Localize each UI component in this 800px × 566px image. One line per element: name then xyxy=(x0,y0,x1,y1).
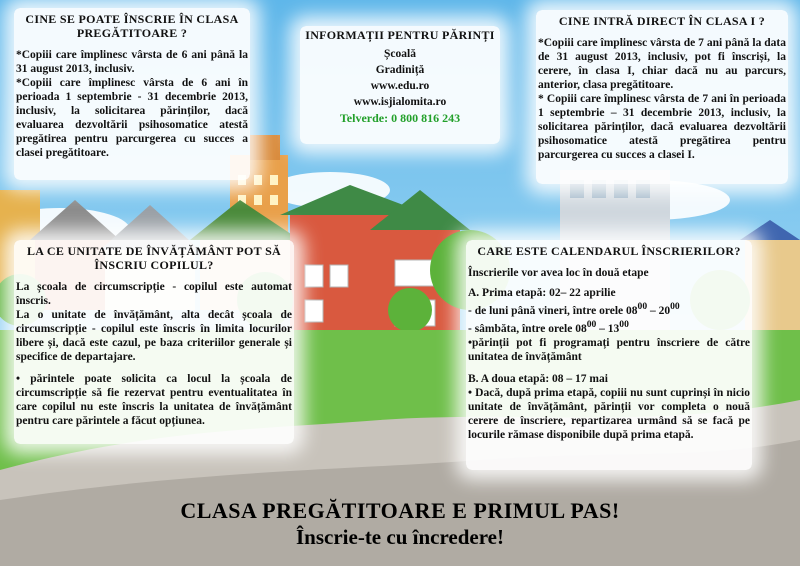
paragraph: Înscrierile vor avea loc în două etape xyxy=(468,267,649,279)
paragraph: • Dacă, după prima etapă, copiii nu sunt cuprinși în nicio unitate de învățământ, părinții vor completa o nouă cerere de înscriere, repartizarea urmând să se facă pe locurile rămase disponibile după prima etapă. xyxy=(468,386,750,441)
heading-who-can-enroll: CINE SE POATE ÎNSCRIE ÎN CLASA PREGĂTITOARE ? xyxy=(25,12,239,40)
panel-calendar xyxy=(466,240,752,470)
heading-which-school: LA CE UNITATE DE ÎNVĂȚĂMÂNT POT SĂ ÎNSCRIU COPILUL? xyxy=(26,244,282,272)
info-website: www.isjialomita.ro xyxy=(353,96,447,108)
paragraph: La școala de circumscripție - copilul este automat înscris. xyxy=(16,281,292,307)
schedule-line: - de luni până vineri, între orele $08^{00} - 20^{00}$ xyxy=(468,301,680,317)
paragraph: *Copiii care împlinesc vârsta de 7 ani până la data de 31 august 2013, inclusiv, pot fi înscriși, la cerere, în clasa I, chiar dacă nu au parcurs, anterior, clasa pregătitoare. xyxy=(538,37,786,91)
slogan-banner xyxy=(0,492,800,566)
info-title: INFORMAȚII PENTRU PĂRINȚI xyxy=(305,28,495,42)
heading-calendar: CARE ESTE CALENDARUL ÎNSCRIERILOR? xyxy=(477,244,741,258)
panel-who-can-enroll xyxy=(14,8,250,180)
paragraph: •părinții pot fi programați pentru înscriere de către unitatea de învățământ xyxy=(468,336,750,363)
paragraph: La o unitate de învățământ, alta decât școala de circumscripție - copilul este înscris în limita locurilor libere și, dacă este cazul, pe baza criteriilor generale și specifice de departajare. xyxy=(16,309,292,363)
stage-title: A. Prima etapă: 02– 22 aprilie xyxy=(468,287,616,299)
info-website: www.edu.ro xyxy=(370,80,430,92)
heading-direct-first-grade: CINE INTRĂ DIRECT ÎN CLASA I ? xyxy=(558,14,766,28)
paragraph: *Copiii care împlinesc vârsta de 6 ani până la 31 august 2013, inclusiv. xyxy=(16,49,248,75)
slogan-line-2: Înscrie-te cu încredere! xyxy=(296,525,504,549)
info-phone: Telverde: 0 800 816 243 xyxy=(339,111,461,125)
panel-direct-first-grade xyxy=(536,10,788,184)
info-line: Gradiniță xyxy=(375,64,425,76)
schedule-line: - sâmbăta, între orele $08^{00} - 13^{00}$ xyxy=(468,318,629,335)
stage-title: B. A doua etapă: 08 – 17 mai xyxy=(468,372,608,385)
panel-parent-info xyxy=(300,26,500,144)
paragraph: • părintele poate solicita ca locul la școala de circumscripție să fie rezervat pentru eventualitatea în care copilul nu este înscris la unitatea de învățământ pentru care părintele a făcut opțiunea. xyxy=(16,373,292,427)
slogan-line-1: CLASA PREGĂTITOARE E PRIMUL PAS! xyxy=(180,498,620,523)
paragraph: * Copiii care împlinesc vârsta de 7 ani în perioada 1 septembrie – 31 decembrie 2013, inclusiv, la solicitarea părinților, dacă evaluarea dezvoltării psihosomatice atestă pregătirea pentru parcurgerea cu succes a clasei I. xyxy=(538,93,786,161)
paragraph: *Copiii care împlinesc vârsta de 6 ani în perioada 1 septembrie - 31 decembrie 2013, inclusiv, la solicitarea părinților, dacă evaluarea dezvoltării psihosomatice atestă pregătirea pentru parcurgerea cu succes a clasei pregătitoare. xyxy=(16,77,248,159)
info-line: Școală xyxy=(384,48,416,60)
panel-which-school xyxy=(14,240,294,444)
